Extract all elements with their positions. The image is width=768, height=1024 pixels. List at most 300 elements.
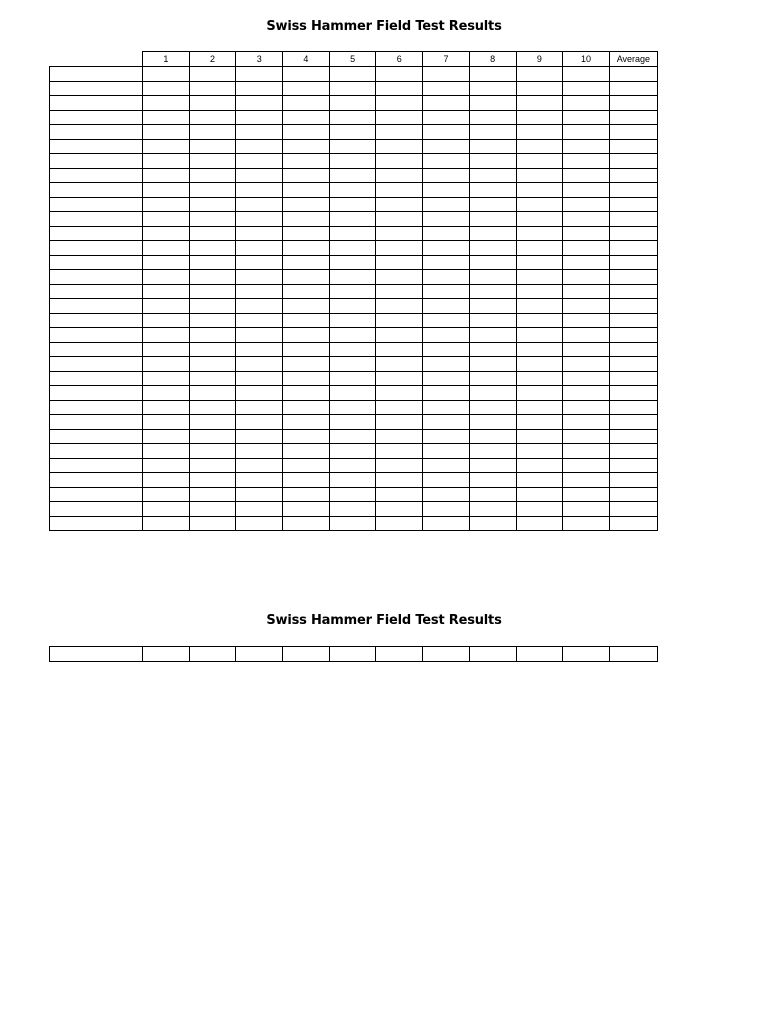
table-cell <box>516 255 563 270</box>
table-row <box>50 212 658 227</box>
table-cell <box>236 110 283 125</box>
table-row <box>50 400 658 415</box>
row-label-cell <box>50 183 143 198</box>
table-cell <box>609 255 657 270</box>
table-row <box>50 197 658 212</box>
table-cell <box>236 197 283 212</box>
table-cell <box>236 284 283 299</box>
row-label-cell <box>50 371 143 386</box>
table-cell <box>283 110 330 125</box>
table-cell <box>283 458 330 473</box>
table-cell <box>516 444 563 459</box>
table-cell <box>283 371 330 386</box>
table-cell <box>563 400 610 415</box>
table-cell <box>563 96 610 111</box>
table-cell <box>516 81 563 96</box>
table-cell <box>189 400 236 415</box>
table-cell <box>423 313 470 328</box>
table-cell <box>423 647 470 662</box>
table-cell <box>516 357 563 372</box>
table-cell <box>516 516 563 531</box>
row-label-cell <box>50 139 143 154</box>
table-cell <box>283 328 330 343</box>
table-cell <box>423 458 470 473</box>
table-cell <box>283 386 330 401</box>
table-cell <box>143 647 190 662</box>
table-cell <box>609 386 657 401</box>
table-cell <box>143 502 190 517</box>
table-cell <box>423 96 470 111</box>
table-cell <box>469 255 516 270</box>
row-label-cell <box>50 328 143 343</box>
table-cell <box>143 444 190 459</box>
table-row <box>50 125 658 140</box>
table-cell <box>469 342 516 357</box>
table-row <box>50 81 658 96</box>
table-cell <box>329 313 376 328</box>
table-cell <box>236 255 283 270</box>
table-cell <box>469 154 516 169</box>
table-cell <box>563 647 610 662</box>
table-cell <box>469 313 516 328</box>
table-cell <box>516 154 563 169</box>
table-cell <box>236 429 283 444</box>
table-cell <box>236 125 283 140</box>
row-label-cell <box>50 125 143 140</box>
table-cell <box>189 168 236 183</box>
table-cell <box>376 125 423 140</box>
table-cell <box>283 400 330 415</box>
table-cell <box>469 357 516 372</box>
table-cell <box>516 400 563 415</box>
table-cell <box>563 241 610 256</box>
table-cell <box>609 458 657 473</box>
table-cell <box>236 241 283 256</box>
table-cell <box>143 96 190 111</box>
table-row <box>50 487 658 502</box>
table-cell <box>236 357 283 372</box>
table-cell <box>516 270 563 285</box>
table-cell <box>563 110 610 125</box>
table-cell <box>469 125 516 140</box>
table-cell <box>423 81 470 96</box>
table-cell <box>189 502 236 517</box>
row-label-cell <box>50 516 143 531</box>
row-label-cell <box>50 444 143 459</box>
row-label-cell <box>50 110 143 125</box>
table-cell <box>329 342 376 357</box>
table-cell <box>236 96 283 111</box>
table-cell <box>423 487 470 502</box>
table-cell <box>329 67 376 82</box>
table-cell <box>563 502 610 517</box>
table-cell <box>283 212 330 227</box>
table-row <box>50 415 658 430</box>
table-cell <box>469 386 516 401</box>
table-row <box>50 386 658 401</box>
table-cell <box>609 226 657 241</box>
table-cell <box>329 96 376 111</box>
table-cell <box>516 371 563 386</box>
row-label-cell <box>50 299 143 314</box>
table-cell <box>236 328 283 343</box>
column-header: Average <box>609 52 657 67</box>
table-row <box>50 502 658 517</box>
table-cell <box>376 386 423 401</box>
table-cell <box>189 647 236 662</box>
table-cell <box>469 96 516 111</box>
table-cell <box>423 516 470 531</box>
table-cell <box>563 415 610 430</box>
table-cell <box>469 183 516 198</box>
table-cell <box>563 255 610 270</box>
table-cell <box>469 429 516 444</box>
table-cell <box>283 197 330 212</box>
table-cell <box>376 328 423 343</box>
table-cell <box>236 516 283 531</box>
table-cell <box>376 502 423 517</box>
row-label-cell <box>50 487 143 502</box>
table-cell <box>329 110 376 125</box>
row-label-cell <box>50 154 143 169</box>
table-cell <box>563 299 610 314</box>
table-cell <box>423 110 470 125</box>
table-cell <box>423 197 470 212</box>
row-label-cell <box>50 415 143 430</box>
table-cell <box>609 516 657 531</box>
table-cell <box>469 168 516 183</box>
table-cell <box>329 183 376 198</box>
table-cell <box>143 270 190 285</box>
table-cell <box>469 458 516 473</box>
table-cell <box>143 458 190 473</box>
table-cell <box>609 212 657 227</box>
table-cell <box>376 516 423 531</box>
table-cell <box>329 168 376 183</box>
table-cell <box>423 444 470 459</box>
table-row <box>50 313 658 328</box>
table-cell <box>376 444 423 459</box>
table-cell <box>283 226 330 241</box>
column-header: 6 <box>376 52 423 67</box>
table-row <box>50 516 658 531</box>
row-label-cell <box>50 212 143 227</box>
table-cell <box>563 226 610 241</box>
table-cell <box>143 299 190 314</box>
table-cell <box>189 371 236 386</box>
table-cell <box>423 226 470 241</box>
table-cell <box>376 110 423 125</box>
table-row <box>50 270 658 285</box>
table-cell <box>189 96 236 111</box>
table-cell <box>563 212 610 227</box>
table-cell <box>283 647 330 662</box>
table-row <box>50 458 658 473</box>
table-cell <box>423 415 470 430</box>
table-cell <box>563 183 610 198</box>
table-row <box>50 226 658 241</box>
table-cell <box>376 647 423 662</box>
table-cell <box>469 415 516 430</box>
header-row <box>50 52 658 67</box>
table-cell <box>283 487 330 502</box>
table-cell <box>189 255 236 270</box>
table-cell <box>189 444 236 459</box>
table-cell <box>469 502 516 517</box>
table-row <box>50 328 658 343</box>
table-cell <box>189 81 236 96</box>
row-label-cell <box>50 342 143 357</box>
row-label-cell <box>50 255 143 270</box>
table-cell <box>283 255 330 270</box>
table-cell <box>423 183 470 198</box>
table-cell <box>236 342 283 357</box>
table-cell <box>609 429 657 444</box>
table-cell <box>609 415 657 430</box>
table-cell <box>143 400 190 415</box>
table-cell <box>283 415 330 430</box>
table-cell <box>189 415 236 430</box>
table-cell <box>563 429 610 444</box>
table-cell <box>516 342 563 357</box>
table-cell <box>376 313 423 328</box>
table-cell <box>423 400 470 415</box>
table-cell <box>423 154 470 169</box>
table-row <box>50 444 658 459</box>
table-cell <box>609 647 657 662</box>
table-cell <box>423 328 470 343</box>
table-cell <box>283 516 330 531</box>
row-label-cell <box>50 197 143 212</box>
table-cell <box>236 473 283 488</box>
table-row <box>50 168 658 183</box>
table-cell <box>609 67 657 82</box>
table-cell <box>189 516 236 531</box>
table-cell <box>189 473 236 488</box>
table-cell <box>283 125 330 140</box>
table-cell <box>563 473 610 488</box>
table-cell <box>563 357 610 372</box>
row-label-cell <box>50 96 143 111</box>
table-cell <box>563 444 610 459</box>
table-cell <box>189 284 236 299</box>
table-cell <box>329 241 376 256</box>
table-cell <box>376 67 423 82</box>
table-cell <box>143 110 190 125</box>
table-cell <box>469 487 516 502</box>
table-row <box>50 647 658 662</box>
table-cell <box>236 212 283 227</box>
table-cell <box>563 125 610 140</box>
table-cell <box>609 502 657 517</box>
table-cell <box>609 328 657 343</box>
column-header: 5 <box>329 52 376 67</box>
table-cell <box>609 96 657 111</box>
table-cell <box>563 168 610 183</box>
table-cell <box>376 284 423 299</box>
table-cell <box>563 458 610 473</box>
row-label-cell <box>50 458 143 473</box>
column-header: 2 <box>189 52 236 67</box>
table-cell <box>469 81 516 96</box>
table-cell <box>329 400 376 415</box>
table-cell <box>236 139 283 154</box>
row-label-cell <box>50 81 143 96</box>
table-cell <box>376 81 423 96</box>
table-cell <box>189 299 236 314</box>
second-page-title: Swiss Hammer Field Test Results <box>266 613 502 628</box>
table-cell <box>143 125 190 140</box>
table-cell <box>329 125 376 140</box>
table-row <box>50 371 658 386</box>
table-cell <box>143 139 190 154</box>
table-cell <box>236 502 283 517</box>
table-cell <box>143 284 190 299</box>
row-label-cell <box>50 241 143 256</box>
table-cell <box>563 197 610 212</box>
table-cell <box>516 487 563 502</box>
table-cell <box>609 270 657 285</box>
table-row <box>50 357 658 372</box>
table-cell <box>143 154 190 169</box>
table-cell <box>283 342 330 357</box>
table-cell <box>283 168 330 183</box>
table-cell <box>376 139 423 154</box>
table-cell <box>189 328 236 343</box>
table-cell <box>469 299 516 314</box>
table-cell <box>283 183 330 198</box>
table-cell <box>469 473 516 488</box>
table-row <box>50 241 658 256</box>
table-cell <box>469 197 516 212</box>
table-cell <box>516 313 563 328</box>
table-row <box>50 96 658 111</box>
table-cell <box>189 139 236 154</box>
table-cell <box>143 386 190 401</box>
table-cell <box>563 386 610 401</box>
table-cell <box>329 139 376 154</box>
table-cell <box>516 67 563 82</box>
row-label-cell <box>50 313 143 328</box>
table-cell <box>423 429 470 444</box>
table-cell <box>283 67 330 82</box>
table-cell <box>329 516 376 531</box>
table-row <box>50 154 658 169</box>
table-cell <box>563 342 610 357</box>
table-cell <box>423 299 470 314</box>
table-cell <box>236 415 283 430</box>
column-header: 1 <box>143 52 190 67</box>
table-cell <box>329 386 376 401</box>
row-label-cell <box>50 400 143 415</box>
table-cell <box>469 270 516 285</box>
table-row <box>50 139 658 154</box>
table-cell <box>143 67 190 82</box>
table-cell <box>329 226 376 241</box>
table-cell <box>516 96 563 111</box>
column-header: 10 <box>563 52 610 67</box>
table-cell <box>376 415 423 430</box>
table-cell <box>283 154 330 169</box>
table-cell <box>329 328 376 343</box>
table-cell <box>283 299 330 314</box>
table-cell <box>236 154 283 169</box>
table-cell <box>376 357 423 372</box>
table-cell <box>376 400 423 415</box>
table-cell <box>283 313 330 328</box>
table-cell <box>189 357 236 372</box>
table-cell <box>423 357 470 372</box>
table-cell <box>609 284 657 299</box>
table-cell <box>329 371 376 386</box>
table-cell <box>376 197 423 212</box>
table-cell <box>563 284 610 299</box>
table-cell <box>329 212 376 227</box>
table-cell <box>376 226 423 241</box>
table-cell <box>563 270 610 285</box>
table-cell <box>283 241 330 256</box>
table-cell <box>469 241 516 256</box>
table-cell <box>329 473 376 488</box>
table-cell <box>563 139 610 154</box>
table-cell <box>189 212 236 227</box>
table-cell <box>329 487 376 502</box>
table-cell <box>236 371 283 386</box>
table-cell <box>329 444 376 459</box>
table-cell <box>189 125 236 140</box>
table-row <box>50 284 658 299</box>
table-cell <box>376 487 423 502</box>
table-cell <box>283 357 330 372</box>
table-cell <box>563 487 610 502</box>
table-cell <box>423 342 470 357</box>
table-cell <box>609 168 657 183</box>
table-cell <box>189 241 236 256</box>
row-label-cell <box>50 270 143 285</box>
row-label-cell <box>50 473 143 488</box>
table-cell <box>563 67 610 82</box>
second-results-table <box>49 646 658 662</box>
table-cell <box>283 429 330 444</box>
table-cell <box>609 342 657 357</box>
table-cell <box>423 241 470 256</box>
table-cell <box>143 342 190 357</box>
page-title: Swiss Hammer Field Test Results <box>266 19 502 34</box>
table-cell <box>143 81 190 96</box>
table-cell <box>329 270 376 285</box>
row-label-cell <box>50 647 143 662</box>
table-cell <box>563 313 610 328</box>
table-cell <box>469 400 516 415</box>
column-header: 7 <box>423 52 470 67</box>
table-cell <box>469 212 516 227</box>
table-cell <box>423 168 470 183</box>
table-cell <box>469 371 516 386</box>
row-label-cell <box>50 357 143 372</box>
table-cell <box>469 328 516 343</box>
table-cell <box>516 386 563 401</box>
table-cell <box>516 241 563 256</box>
table-cell <box>236 81 283 96</box>
table-cell <box>609 241 657 256</box>
table-cell <box>329 299 376 314</box>
row-label-cell <box>50 67 143 82</box>
table-cell <box>376 429 423 444</box>
table-cell <box>469 444 516 459</box>
table-cell <box>423 212 470 227</box>
table-cell <box>189 197 236 212</box>
table-cell <box>516 328 563 343</box>
